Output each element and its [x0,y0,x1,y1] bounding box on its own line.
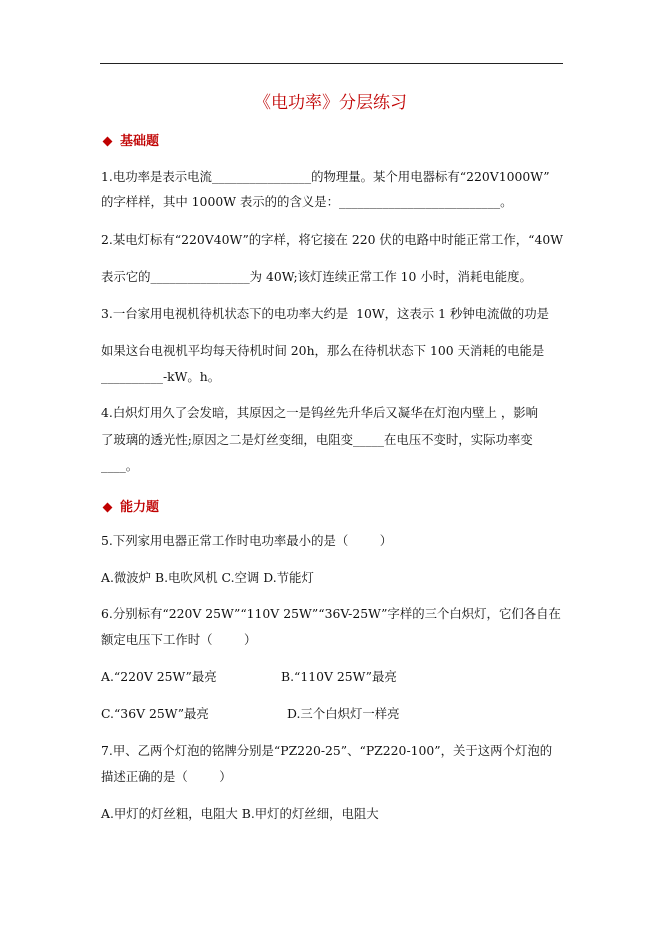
section-basic [101,130,159,149]
diamond-bullet-icon [103,136,113,146]
section-ability [101,496,159,515]
page-title: 《电功率》分层练习 [254,93,407,113]
q6-option-c: C.“36V 25W”最亮 [101,706,209,721]
section-basic-label: 基础题 [120,134,160,149]
q6-option-d: D.三个白炽灯一样亮 [287,706,400,721]
section-ability-label: 能力题 [120,500,160,515]
q2-line-1: 2.某电灯标有“220V40W”的字样，将它接在 220 伏的电路中时能正常工作，“40W [101,232,563,247]
q6-option-a: A.“220V 25W”最亮 [101,669,217,684]
q4-line-1: 4.白炽灯用久了会发暗，其原因之一是钨丝先升华后又凝华在灯泡内壁上 ，影响 [101,405,539,420]
q5-options: A.微波炉 B.电吹风机 C.空调 D.节能灯 [101,570,314,585]
q6-option-b: B.“110V 25W”最亮 [281,669,397,684]
q6-line-2: 额定电压下工作时（ ） [101,632,257,647]
q3-line-1: 3.一台家用电视机待机状态下的电功率大约是 10W，这表示 1 秒钟电流做的功是 [101,306,550,321]
q7-line-1: 7.甲、乙两个灯泡的铭牌分别是“PZ220-25”、“PZ220-100”，关于这两个灯泡的 [101,743,553,758]
q4-line-2: 了玻璃的透光性;原因之二是灯丝变细，电阻变_____在电压不变时，实际功率变 [101,432,533,447]
q5-line-1: 5.下列家用电器正常工作时电功率最小的是（ ） [101,533,393,548]
q7-line-2: 描述正确的是（ ） [101,769,232,784]
q7-options: A.甲灯的灯丝粗，电阻大 B.甲灯的灯丝细，电阻大 [101,806,379,821]
q1-line-1: 1.电功率是表示电流________________的物理量。某个用电器标有“220V1000W” [101,169,550,184]
q3-line-3: __________-kW。h。 [101,369,221,384]
q3-line-2: 如果这台电视机平均每天待机时间 20h，那么在待机状态下 100 天消耗的电能是 [101,343,545,358]
q1-line-2: 的字样样，其中 1000W 表示的的含义是：__________________________。 [101,194,513,209]
diamond-bullet-icon [103,502,113,512]
q2-line-2: 表示它的________________为 40W;该灯连续正常工作 10 小时，消耗电能度。 [101,269,532,284]
q6-line-1: 6.分别标有“220V 25W”“110V 25W”“36V-25W”字样的三个白炽灯，它们各自在 [101,606,561,621]
header-rule [100,63,563,64]
q4-line-3: ____。 [101,458,139,473]
